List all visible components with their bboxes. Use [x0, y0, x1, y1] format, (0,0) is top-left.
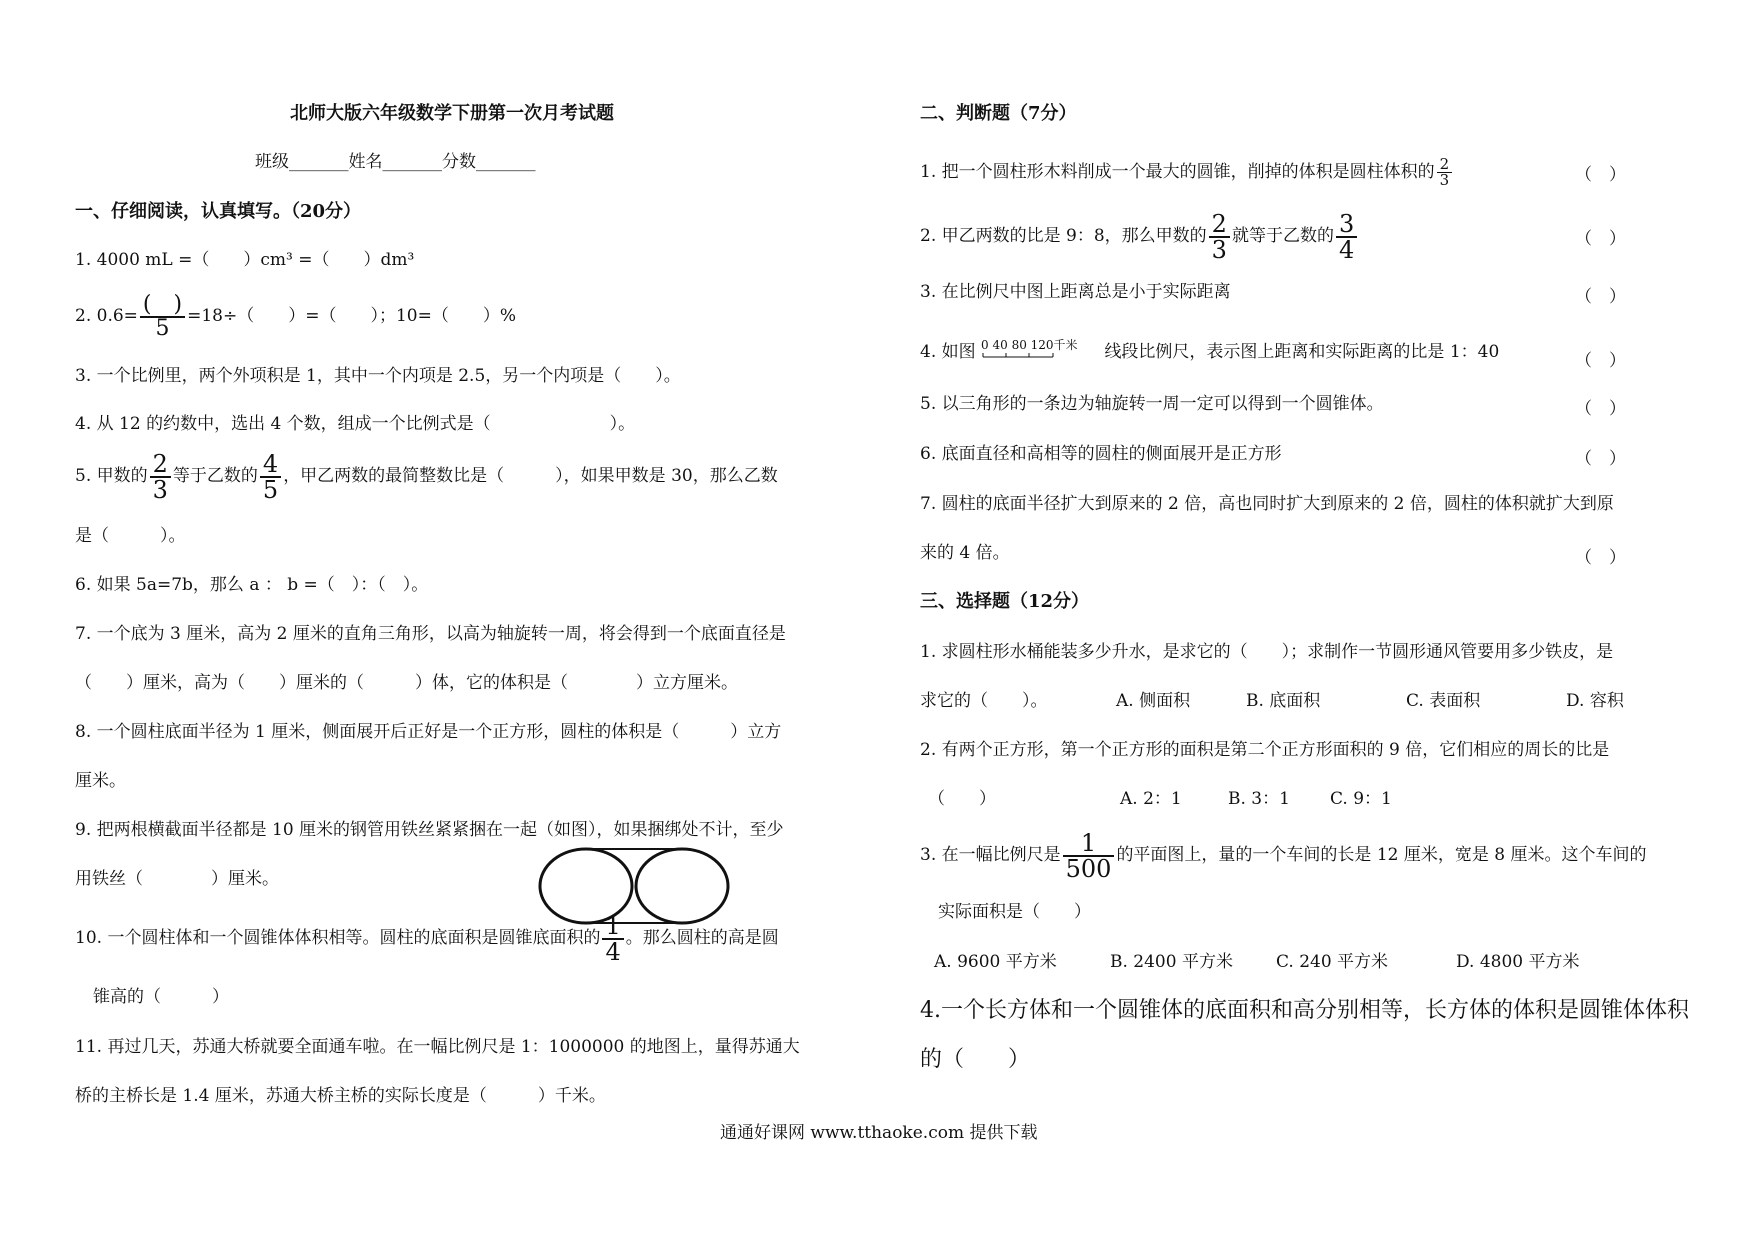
judge-5: 5. 以三角形的一条边为轴旋转一周一定可以得到一个圆锥体。: [920, 394, 1384, 414]
question-8: 8. 一个圆柱底面半径为 1 厘米，侧面展开后正好是一个正方形，圆柱的体积是（ ）立方: [75, 722, 782, 742]
choice-3: 3. 在一幅比例尺是 $\frac{1}{500}$ 的平面图上，量的一个车间的长是 12 厘米，宽是 8 厘米。这个车间的: [920, 828, 1647, 883]
question-11: 11. 再过几天，苏通大桥就要全面通车啦。在一幅比例尺是 1：1000000 的地图上，量得苏通大: [75, 1037, 800, 1057]
choice-2-option-b: B. 3：1: [1228, 789, 1290, 809]
fraction: $\frac{2}{3}$: [1209, 212, 1230, 262]
fraction: $\frac{4}{5}$: [260, 452, 281, 502]
judge-3: 3. 在比例尺中图上距离总是小于实际距离: [920, 282, 1231, 302]
judge-4: 4. 如图 0 40 80 120千米 线段比例尺，表示图上距离和实际距离的比是 1：40: [920, 340, 1499, 365]
choice-1-option-c: C. 表面积: [1406, 691, 1481, 711]
judge-2: 2. 甲乙两数的比是 9：8，那么甲数的 $\frac{2}{3}$ 就等于乙数的 $\frac{3}{4}$: [920, 210, 1359, 262]
question-10-continued: 锥高的（ ）: [93, 987, 229, 1007]
choice-3-option-a: A. 9600 平方米: [934, 952, 1057, 972]
answer-paren-3: （ ）: [1575, 287, 1626, 307]
question-5-continued: 是（ ）。: [75, 526, 186, 546]
answer-paren-2: （ ）: [1575, 229, 1626, 249]
fraction: $\frac{( )}{5}$: [140, 294, 185, 340]
question-9-continued: 用铁丝（ ）厘米。: [75, 869, 279, 889]
judge-7-continued: 来的 4 倍。: [920, 543, 1010, 563]
answer-paren-7: （ ）: [1575, 548, 1626, 568]
question-11-continued: 桥的主桥长是 1.4 厘米，苏通大桥主桥的实际长度是（ ）千米。: [75, 1086, 606, 1106]
choice-1-option-b: B. 底面积: [1246, 691, 1321, 711]
question-1: 1. 4000 mL =（ ）cm³ =（ ）dm³: [75, 250, 415, 270]
question-9: 9. 把两根横截面半径都是 10 厘米的钢管用铁丝紧紧捆在一起（如图），如果捆绑处不计，至少: [75, 820, 784, 840]
fraction: $\frac{2}{3}$: [150, 452, 171, 502]
answer-paren-4: （ ）: [1575, 351, 1626, 371]
choice-3-continued: 实际面积是（ ）: [938, 902, 1091, 922]
choice-1-option-a: A. 侧面积: [1116, 691, 1191, 711]
question-5: 5. 甲数的 $\frac{2}{3}$ 等于乙数的 $\frac{4}{5}$ ，甲乙两数的最简整数比是（ ），如果甲数是 30，那么乙数: [75, 449, 778, 504]
student-info-line: 班级_______姓名_______分数_______: [255, 152, 536, 172]
question-2: 2. 0.6= $\frac{( )}{5}$ =18÷（ ）=（ ）；10=（ ）%: [75, 291, 516, 341]
question-7-continued: （ ）厘米，高为（ ）厘米的（ ）体，它的体积是（ ）立方厘米。: [75, 673, 738, 693]
question-4: 4. 从 12 的约数中，选出 4 个数，组成一个比例式是（ ）。: [75, 414, 636, 434]
choice-1-continued: 求它的（ ）。: [920, 691, 1048, 711]
judge-1: 1. 把一个圆柱形木料削成一个最大的圆锥，削掉的体积是圆柱体积的 $\frac{2}{3}$: [920, 154, 1454, 190]
judge-7: 7. 圆柱的底面半径扩大到原来的 2 倍，高也同时扩大到原来的 2 倍，圆柱的体积就扩大到原: [920, 494, 1614, 514]
question-6: 6. 如果 5a=7b，那么 a ： b =（ ）：（ ）。: [75, 575, 429, 595]
choice-3-option-b: B. 2400 平方米: [1110, 952, 1233, 972]
answer-paren-1: （ ）: [1575, 165, 1626, 185]
scale-labels: 0 40 80 120千米: [981, 337, 1078, 352]
footer-source: 通通好课网 www.tthaoke.com 提供下载: [720, 1123, 1038, 1143]
question-3: 3. 一个比例里，两个外项积是 1，其中一个内项是 2.5，另一个内项是（ ）。: [75, 366, 681, 386]
choice-2-continued: （ ）: [928, 789, 996, 809]
choice-3-option-c: C. 240 平方米: [1276, 952, 1389, 972]
choice-1-option-d: D. 容积: [1566, 691, 1624, 711]
section-1-heading: 一、仔细阅读，认真填写。（20分）: [75, 201, 362, 222]
exam-title: 北师大版六年级数学下册第一次月考试题: [290, 103, 614, 124]
question-10: 10. 一个圆柱体和一个圆锥体体积相等。圆柱的底面积是圆锥底面积的 $\frac{1}{4}$ 。那么圆柱的高是圆: [75, 911, 779, 966]
choice-4-continued: 的（ ）: [920, 1047, 1031, 1072]
choice-4: 4.一个长方体和一个圆锥体的底面积和高分别相等，长方体的体积是圆锥体体积: [920, 998, 1689, 1023]
line-scale-figure: [981, 337, 1099, 365]
choice-2: 2. 有两个正方形，第一个正方形的面积是第二个正方形面积的 9 倍，它们相应的周长的比是: [920, 740, 1610, 760]
answer-paren-5: （ ）: [1575, 399, 1626, 419]
question-8-continued: 厘米。: [75, 771, 126, 791]
fraction: $\frac{1}{4}$: [602, 914, 623, 964]
fraction: $\frac{2}{3}$: [1437, 157, 1453, 188]
fraction: $\frac{3}{4}$: [1336, 212, 1357, 262]
question-7: 7. 一个底为 3 厘米，高为 2 厘米的直角三角形，以高为轴旋转一周，将会得到一个底面直径是: [75, 624, 786, 644]
section-2-heading: 二、判断题（7分）: [920, 103, 1077, 124]
choice-3-option-d: D. 4800 平方米: [1456, 952, 1580, 972]
section-3-heading: 三、选择题（12分）: [920, 591, 1090, 612]
answer-paren-6: （ ）: [1575, 449, 1626, 469]
judge-6: 6. 底面直径和高相等的圆柱的侧面展开是正方形: [920, 444, 1282, 464]
choice-2-option-c: C. 9：1: [1330, 789, 1392, 809]
fraction: $\frac{1}{500}$: [1063, 831, 1115, 881]
choice-2-option-a: A. 2：1: [1120, 789, 1182, 809]
choice-1: 1. 求圆柱形水桶能装多少升水，是求它的（ ）；求制作一节圆形通风管要用多少铁皮，是: [920, 642, 1614, 662]
